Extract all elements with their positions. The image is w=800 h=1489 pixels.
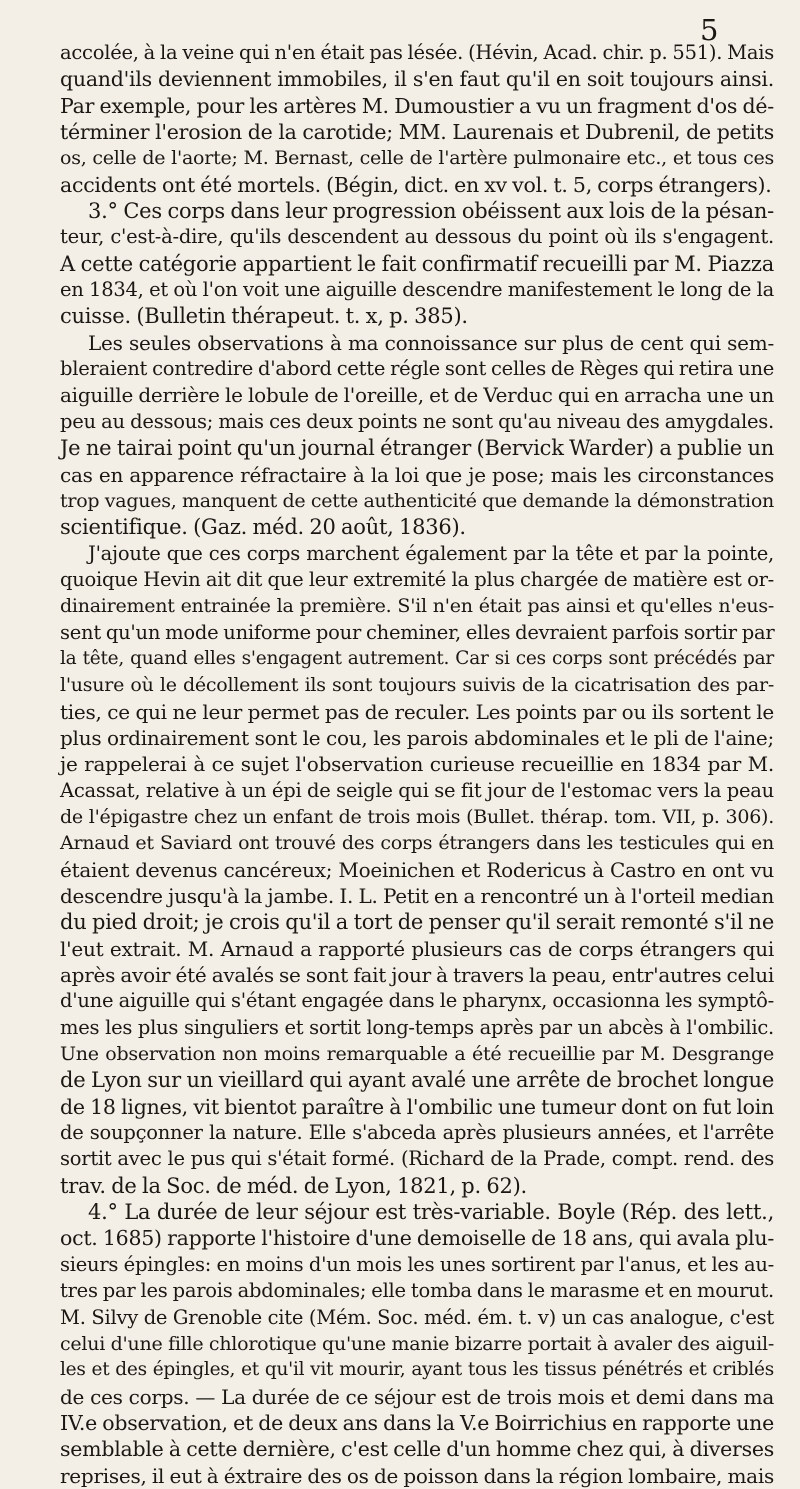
body-text <box>60 40 774 1489</box>
text-line: IV.e observation, et de deux ans dans la V.e Boirrichius en rapporte une <box>60 1410 774 1435</box>
text-line: les et des épingles, et qu'il vit mourir, ayant tous les tissus pénétrés et criblés <box>60 1359 774 1381</box>
text-line: étaient devenus cancéreux; Moeinichen et Rodericus à Castro en ont vu <box>60 857 774 882</box>
text-line: aiguille derrière le lobule de l'oreille, et de Verduc qui en arracha une un <box>60 383 774 408</box>
text-line: dinairement entrainée la première. S'il n'en était pas ainsi et qu'elles n'eus- <box>60 595 774 618</box>
text-line: sieurs épingles: en moins d'un mois les unes sortirent par l'anus, et les au- <box>60 1252 774 1276</box>
text-line: Arnaud et Saviard ont trouvé des corps étrangers dans les testicules qui en <box>60 832 774 855</box>
text-line: os, celle de l'aorte; M. Bernast, celle de l'artère pulmonaire etc., et tous ces <box>60 147 774 170</box>
text-line: de l'épigastre chez un enfant de trois mois (Bullet. thérap. tom. VII, p. 306). <box>60 805 774 828</box>
text-line: semblable à cette dernière, c'est celle d'un homme chez qui, à diverses <box>60 1437 774 1462</box>
text-line: Acassat, relative à un épi de seigle qui se fit jour de l'estomac vers la peau <box>60 778 774 802</box>
text-line: 3.° Ces corps dans leur progression obéissent aux lois de la pésan- <box>88 199 774 224</box>
text-line: du pied droit; je crois qu'il a tort de penser qu'il serait remonté s'il ne <box>60 910 774 935</box>
text-line: ties, ce qui ne leur permet pas de reculer. Les points par ou ils sortent le <box>60 699 774 724</box>
text-line: tres par les parois abdominales; elle tomba dans le marasme et en mourut. <box>60 1279 774 1303</box>
text-line: peu au dessous; mais ces deux points ne sont qu'au niveau des amygdales. <box>60 409 774 433</box>
text-line: l'eut extrait. M. Arnaud a rapporté plusieurs cas de corps étrangers qui <box>60 936 774 961</box>
text-line: A cette catégorie appartient le fait confirmatif recueilli par M. Piazza <box>60 251 774 276</box>
text-line: plus ordinairement sont le cou, les parois abdominales et le pli de l'aine; <box>60 725 774 750</box>
text-line: d'une aiguille qui s'étant engagée dans le pharynx, occasionna les symptô- <box>60 989 774 1013</box>
text-line: Les seules observations à ma connoissance sur plus de cent qui sem- <box>88 330 774 355</box>
text-line: après avoir été avalés se sont fait jour à travers la peau, entr'autres celui <box>60 963 774 988</box>
text-line: la tête, quand elles s'engagent autrement. Car si ces corps sont précédés par <box>60 647 774 669</box>
text-line: términer l'erosion de la carotide; MM. Laurenais et Dubrenil, de petits <box>60 120 774 145</box>
text-line: l'usure où le décollement ils sont toujours suivis de la cicatrisation des par- <box>60 674 774 697</box>
text-line: scientifique. (Gaz. méd. 20 août, 1836). <box>60 515 466 540</box>
text-line: Par exemple, pour les artères M. Dumoustier a vu un fragment d'os dé- <box>60 93 774 118</box>
text-line: en 1834, et où l'on voit une aiguille descendre manifestement le long de la <box>60 278 774 302</box>
text-line: J'ajoute que ces corps marchent également par la tête et par la pointe, <box>88 541 774 565</box>
text-line: accidents ont été mortels. (Bégin, dict. en xv vol. t. 5, corps étrangers). <box>60 172 772 197</box>
text-line: reprises, il eut à éxtraire des os de poisson dans la région lombaire, mais <box>60 1463 774 1488</box>
text-line: cuisse. (Bulletin thérapeut. t. x, p. 385). <box>60 304 468 329</box>
text-line: accolée, à la veine qui n'en était pas lésée. (Hévin, Acad. chir. p. 551). Mais <box>60 41 774 64</box>
text-line: de soupçonner la nature. Elle s'abceda après plusieurs années, et l'arrête <box>60 1121 774 1145</box>
text-line: quoique Hevin ait dit que leur extremité la plus chargée de matière est or- <box>60 567 774 591</box>
text-line: cas en apparence réfractaire à la loi que je pose; mais les circonstances <box>60 462 774 487</box>
text-line: bleraient contredire d'abord cette régle sont celles de Règes qui retira une <box>60 357 775 381</box>
text-line: mes les plus singuliers et sortit long-temps après par un abcès à l'ombilic. <box>60 1015 774 1039</box>
text-line: de Lyon sur un vieillard qui ayant avalé une arrête de brochet longue <box>60 1068 774 1093</box>
text-line: celui d'une fille chlorotique qu'une manie bizarre portait à avaler des aiguil- <box>60 1332 774 1355</box>
text-line: descendre jusqu'à la jambe. I. L. Petit en a rencontré un à l'orteil median <box>60 884 774 908</box>
text-line: Une observation non moins remarquable a été recueillie par M. Desgrange <box>60 1043 774 1066</box>
text-line: teur, c'est-à-dire, qu'ils descendent au dessous du point où ils s'engagent. <box>60 225 774 249</box>
text-line: sortit avec le pus qui s'était formé. (Richard de la Prade, compt. rend. des <box>60 1147 774 1171</box>
text-line: Je ne tairai point qu'un journal étranger (Bervick Warder) a publie un <box>60 436 774 461</box>
text-line: M. Silvy de Grenoble cite (Mém. Soc. méd. ém. t. v) un cas analogue, c'est <box>60 1305 774 1329</box>
text-line: 4.° La durée de leur séjour est très-variable. Boyle (Rép. des lett., <box>88 1200 774 1225</box>
text-line: trop vagues, manquent de cette authenticité que demande la démonstration <box>60 489 774 512</box>
text-line: quand'ils deviennent immobiles, il s'en faut qu'il en soit toujours ainsi. <box>60 67 774 92</box>
text-line: oct. 1685) rapporte l'histoire d'une demoiselle de 18 ans, qui avala plu- <box>60 1226 774 1251</box>
text-line: de 18 lignes, vit bientot paraître à l'ombilic une tumeur dont on fut loin <box>60 1094 774 1119</box>
text-line: trav. de la Soc. de méd. de Lyon, 1821, p. 62). <box>60 1173 527 1198</box>
text-line: de ces corps. — La durée de ce séjour est de trois mois et demi dans ma <box>60 1384 774 1409</box>
text-line: je rappelerai à ce sujet l'observation curieuse recueillie en 1834 par M. <box>60 752 774 777</box>
page-number: 5 <box>700 13 719 47</box>
text-line: sent qu'un mode uniforme pour cheminer, elles devraient parfois sortir par <box>60 620 775 644</box>
